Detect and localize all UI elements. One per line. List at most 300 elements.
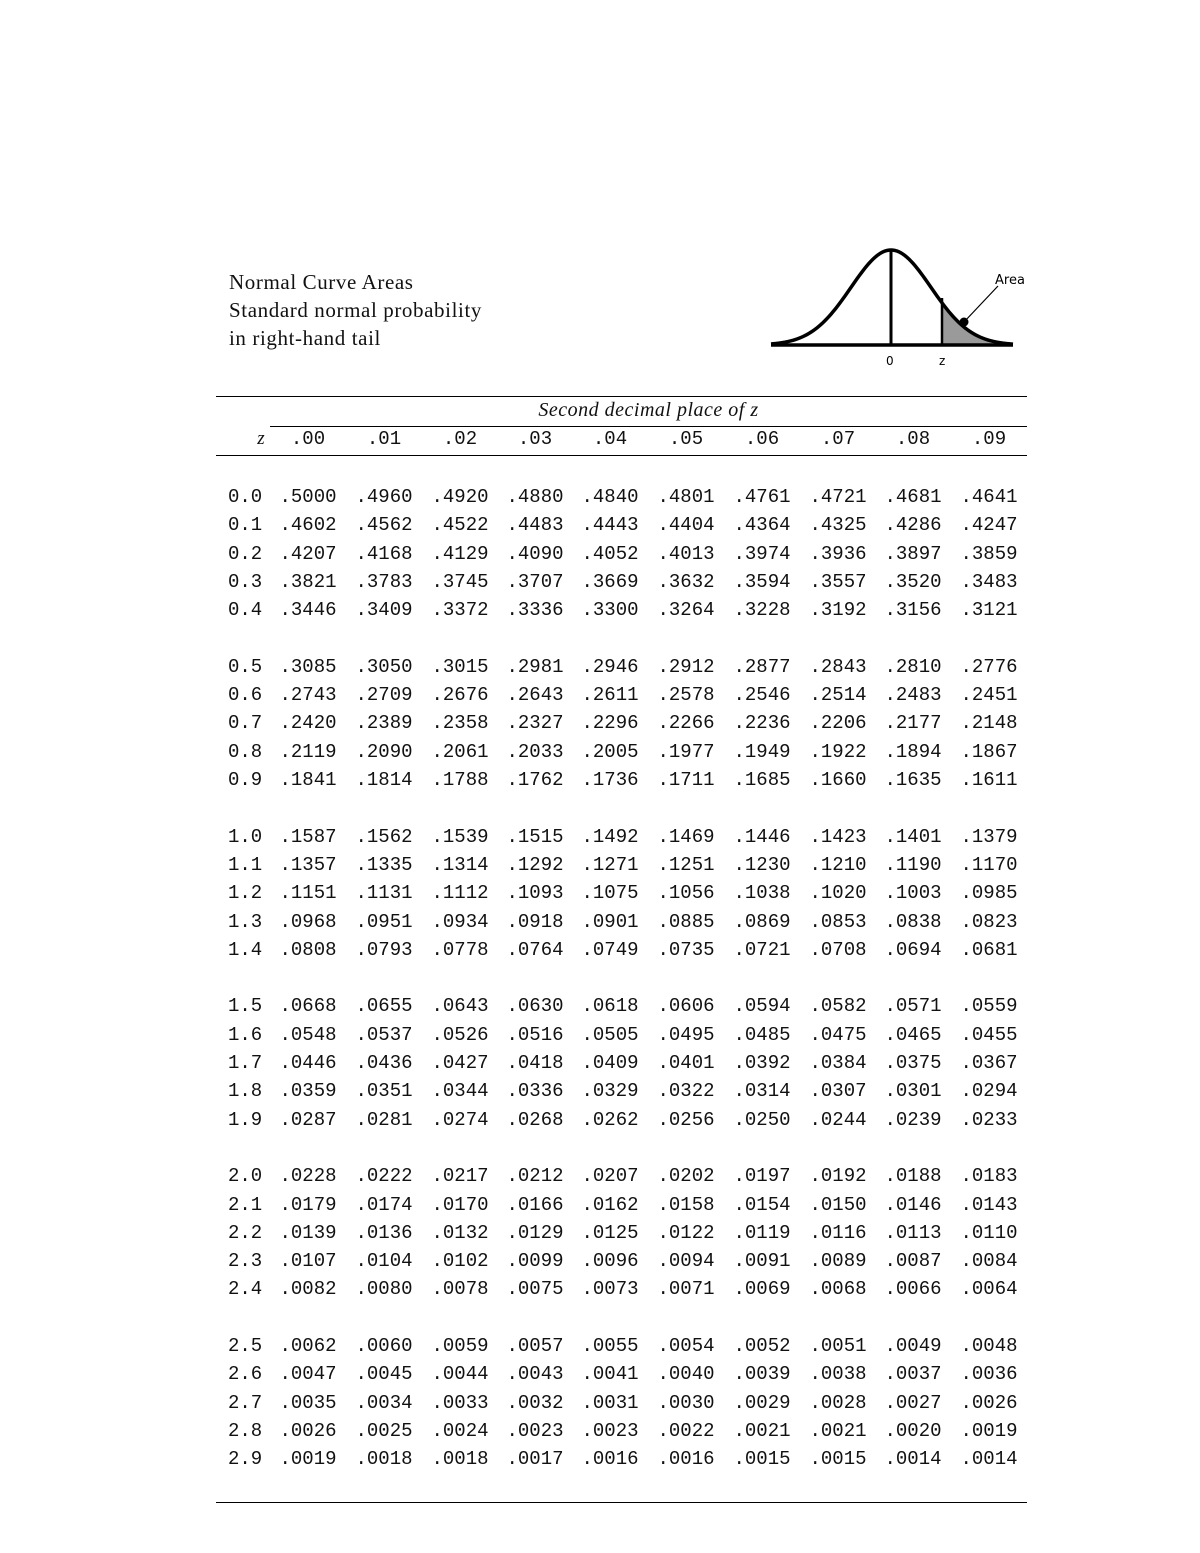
table-cell: .0091 (733, 1250, 791, 1273)
table-cell: .0668 (279, 995, 337, 1018)
table-cell: .0102 (431, 1250, 489, 1273)
table-cell: .2483 (884, 684, 942, 707)
table-cell: .0113 (884, 1221, 942, 1244)
table-cell: .4325 (809, 514, 867, 537)
table-cell: .0314 (733, 1080, 791, 1103)
table-cell: .0179 (279, 1193, 337, 1216)
table-cell: .0023 (506, 1419, 564, 1442)
table-cell: .0033 (431, 1391, 489, 1414)
table-cell: .1949 (733, 740, 791, 763)
table-cell: .4761 (733, 486, 791, 508)
table-cell: .0025 (355, 1419, 413, 1442)
table-cell: .3156 (884, 599, 942, 622)
row-z-value: 0.5 (228, 655, 263, 678)
table-cell: .3015 (431, 655, 489, 678)
header-bottom-rule (216, 455, 1027, 456)
row-z-value: 0.2 (228, 542, 263, 565)
table-cell: .0170 (431, 1193, 489, 1216)
table-cell: .0465 (884, 1023, 942, 1046)
table-cell: .0681 (960, 938, 1018, 961)
table-cell: .0037 (884, 1363, 942, 1386)
table-cell: .4801 (657, 486, 715, 508)
row-z-value: 0.9 (228, 769, 263, 791)
table-cell: .0018 (355, 1448, 413, 1471)
table-cell: .2981 (506, 655, 564, 678)
table-cell: .0139 (279, 1221, 337, 1244)
table-cell: .0059 (431, 1335, 489, 1357)
table-cell: .3520 (884, 570, 942, 593)
header-caption: Second decimal place of z (538, 399, 759, 421)
table-cell: .0030 (657, 1391, 715, 1414)
row-z-value: 1.4 (228, 938, 263, 961)
table-cell: .0017 (506, 1448, 564, 1471)
table-cell: .0384 (809, 1052, 867, 1074)
table-cell: .0023 (581, 1419, 639, 1442)
table-cell: .4920 (431, 486, 489, 508)
z-label: z (939, 354, 946, 368)
row-z-value: 0.1 (228, 514, 263, 537)
table-cell: .0036 (960, 1363, 1018, 1386)
table-cell: .1003 (884, 882, 942, 905)
table-cell: .2005 (581, 740, 639, 763)
table-cell: .2119 (279, 740, 337, 763)
table-cell: .0055 (581, 1335, 639, 1357)
table-cell: .0934 (431, 910, 489, 933)
table-cell: .0019 (279, 1448, 337, 1471)
table-cell: .0026 (279, 1419, 337, 1442)
table-cell: .0655 (355, 995, 413, 1018)
table-cell: .0228 (279, 1165, 337, 1188)
table-cell: .0951 (355, 910, 413, 933)
table-cell: .1711 (657, 769, 715, 791)
table-cell: .2358 (431, 712, 489, 735)
table-cell: .0045 (355, 1363, 413, 1386)
table-cell: .2912 (657, 655, 715, 678)
table-cell: .4364 (733, 514, 791, 537)
table-cell: .4681 (884, 486, 942, 508)
table-cell: .0197 (733, 1165, 791, 1188)
table-cell: .0104 (355, 1250, 413, 1273)
table-cell: .1685 (733, 769, 791, 791)
row-z-value: 2.8 (228, 1419, 263, 1442)
table-cell: .1151 (279, 882, 337, 905)
table-cell: .0080 (355, 1278, 413, 1301)
table-cell: .2877 (733, 655, 791, 678)
table-cell: .0024 (431, 1419, 489, 1442)
table-cell: .4129 (431, 542, 489, 565)
table-cell: .1611 (960, 769, 1018, 791)
table-cell: .0089 (809, 1250, 867, 1273)
table-cell: .0985 (960, 882, 1018, 905)
table-cell: .0125 (581, 1221, 639, 1244)
table-cell: .0028 (809, 1391, 867, 1414)
table-cell: .4052 (581, 542, 639, 565)
column-header: .05 (668, 428, 704, 450)
table-cell: .0044 (431, 1363, 489, 1386)
table-cell: .4602 (279, 514, 337, 537)
table-cell: .0336 (506, 1080, 564, 1103)
table-cell: .0099 (506, 1250, 564, 1273)
table-cell: .0183 (960, 1165, 1018, 1188)
table-cell: .0778 (431, 938, 489, 961)
table-cell: .2776 (960, 655, 1018, 678)
table-cell: .3483 (960, 570, 1018, 593)
table-cell: .0022 (657, 1419, 715, 1442)
table-cell: .1515 (506, 825, 564, 848)
table-cell: .0823 (960, 910, 1018, 933)
title-line-3: in right-hand tail (229, 326, 381, 350)
row-z-value: 2.2 (228, 1221, 263, 1244)
table-cell: .3121 (960, 599, 1018, 622)
table-cell: .0495 (657, 1023, 715, 1046)
table-cell: .2611 (581, 684, 639, 707)
table-cell: .3336 (506, 599, 564, 622)
table-cell: .1762 (506, 769, 564, 791)
row-z-value: 2.7 (228, 1391, 263, 1414)
header-sub-rule (270, 426, 1027, 427)
table-cell: .0217 (431, 1165, 489, 1188)
table-cell: .0618 (581, 995, 639, 1018)
table-cell: .0202 (657, 1165, 715, 1188)
column-header: .01 (366, 428, 402, 450)
table-cell: .0064 (960, 1278, 1018, 1301)
row-z-value: 1.6 (228, 1023, 263, 1046)
table-cell: .4247 (960, 514, 1018, 537)
table-cell: .2033 (506, 740, 564, 763)
table-cell: .4721 (809, 486, 867, 508)
table-cell: .0735 (657, 938, 715, 961)
table-cell: .3669 (581, 570, 639, 593)
table-cell: .2514 (809, 684, 867, 707)
table-cell: .2266 (657, 712, 715, 735)
table-cell: .0559 (960, 995, 1018, 1018)
table-cell: .0075 (506, 1278, 564, 1301)
table-cell: .0367 (960, 1052, 1018, 1074)
table-cell: .3557 (809, 570, 867, 593)
table-cell: .1314 (431, 853, 489, 876)
column-header: .06 (744, 428, 780, 450)
table-cell: .0244 (809, 1108, 867, 1131)
table-cell: .1469 (657, 825, 715, 848)
row-z-value: 1.1 (228, 853, 263, 876)
row-z-value: 2.3 (228, 1250, 263, 1273)
row-z-value: 1.7 (228, 1052, 263, 1074)
table-cell: .0019 (960, 1419, 1018, 1442)
table-cell: .2946 (581, 655, 639, 678)
table-cell: .2148 (960, 712, 1018, 735)
table-cell: .0630 (506, 995, 564, 1018)
table-cell: .1251 (657, 853, 715, 876)
table-cell: .1131 (355, 882, 413, 905)
table-title (229, 268, 482, 352)
table-cell: .0409 (581, 1052, 639, 1074)
table-cell: .0158 (657, 1193, 715, 1216)
tail-area-shade (942, 303, 1013, 345)
table-cell: .0571 (884, 995, 942, 1018)
table-cell: .1075 (581, 882, 639, 905)
table-cell: .0018 (431, 1448, 489, 1471)
table-cell: .0066 (884, 1278, 942, 1301)
table-cell: .2236 (733, 712, 791, 735)
table-cell: .0031 (581, 1391, 639, 1414)
table-cell: .0721 (733, 938, 791, 961)
table-cell: .0401 (657, 1052, 715, 1074)
table-cell: .0287 (279, 1108, 337, 1131)
table-cell: .0322 (657, 1080, 715, 1103)
table-cell: .0060 (355, 1335, 413, 1357)
table-cell: .0606 (657, 995, 715, 1018)
table-cell: .0250 (733, 1108, 791, 1131)
table-cell: .0034 (355, 1391, 413, 1414)
table-cell: .0174 (355, 1193, 413, 1216)
table-cell: .4880 (506, 486, 564, 508)
table-cell: .0032 (506, 1391, 564, 1414)
column-header: .04 (592, 428, 628, 450)
table-cell: .2743 (279, 684, 337, 707)
table-cell: .4483 (506, 514, 564, 537)
table-cell: .0084 (960, 1250, 1018, 1273)
table-cell: .0051 (809, 1335, 867, 1357)
table-cell: .3707 (506, 570, 564, 593)
table-cell: .4443 (581, 514, 639, 537)
table-cell: .0455 (960, 1023, 1018, 1046)
table-cell: .3821 (279, 570, 337, 593)
table-cell: .0548 (279, 1023, 337, 1046)
table-cell: .0239 (884, 1108, 942, 1131)
area-pointer-line (964, 286, 998, 322)
table-cell: .2327 (506, 712, 564, 735)
table-cell: .0116 (809, 1221, 867, 1244)
z-column-header: z (257, 428, 265, 449)
table-cell: .0418 (506, 1052, 564, 1074)
table-cell: .3372 (431, 599, 489, 622)
table-cell: .0516 (506, 1023, 564, 1046)
column-header: .00 (290, 428, 326, 450)
table-cell: .0035 (279, 1391, 337, 1414)
table-cell: .2206 (809, 712, 867, 735)
row-z-value: 2.9 (228, 1448, 263, 1471)
table-cell: .0026 (960, 1391, 1018, 1414)
table-cell: .0029 (733, 1391, 791, 1414)
table-cell: .0129 (506, 1221, 564, 1244)
table-cell: .0475 (809, 1023, 867, 1046)
table-cell: .0071 (657, 1278, 715, 1301)
table-cell: .0918 (506, 910, 564, 933)
table-cell: .0885 (657, 910, 715, 933)
table-cell: .0043 (506, 1363, 564, 1386)
table-top-rule (216, 396, 1027, 397)
table-cell: .1112 (431, 882, 489, 905)
table-cell: .1038 (733, 882, 791, 905)
column-header: .08 (895, 428, 931, 450)
table-cell: .0150 (809, 1193, 867, 1216)
table-cell: .2296 (581, 712, 639, 735)
table-cell: .0329 (581, 1080, 639, 1103)
table-cell: .0268 (506, 1108, 564, 1131)
table-cell: .5000 (279, 486, 337, 508)
table-cell: .0146 (884, 1193, 942, 1216)
table-cell: .1210 (809, 853, 867, 876)
table-cell: .3974 (733, 542, 791, 565)
table-cell: .0132 (431, 1221, 489, 1244)
column-header: .09 (971, 428, 1007, 450)
table-cell: .4840 (581, 486, 639, 508)
normal-curve-figure (766, 240, 1031, 375)
table-cell: .0020 (884, 1419, 942, 1442)
table-cell: .1292 (506, 853, 564, 876)
table-cell: .2843 (809, 655, 867, 678)
table-cell: .0039 (733, 1363, 791, 1386)
table-cell: .1814 (355, 769, 413, 791)
table-bottom-rule (216, 1502, 1027, 1503)
table-cell: .0068 (809, 1278, 867, 1301)
table-cell: .0838 (884, 910, 942, 933)
row-z-value: 0.6 (228, 684, 263, 707)
table-cell: .0054 (657, 1335, 715, 1357)
table-cell: .0015 (809, 1448, 867, 1471)
table-cell: .1230 (733, 853, 791, 876)
table-cell: .3783 (355, 570, 413, 593)
table-cell: .0016 (657, 1448, 715, 1471)
table-cell: .0136 (355, 1221, 413, 1244)
row-z-value: 1.9 (228, 1108, 263, 1131)
table-cell: .2709 (355, 684, 413, 707)
table-cell: .0485 (733, 1023, 791, 1046)
table-cell: .3632 (657, 570, 715, 593)
table-cell: .1446 (733, 825, 791, 848)
table-cell: .0301 (884, 1080, 942, 1103)
table-cell: .1093 (506, 882, 564, 905)
table-cell: .0869 (733, 910, 791, 933)
table-cell: .0062 (279, 1335, 337, 1357)
table-cell: .1841 (279, 769, 337, 791)
table-cell: .0307 (809, 1080, 867, 1103)
table-cell: .1357 (279, 853, 337, 876)
table-cell: .2420 (279, 712, 337, 735)
table-cell: .0446 (279, 1052, 337, 1074)
table-cell: .0436 (355, 1052, 413, 1074)
table-cell: .1736 (581, 769, 639, 791)
table-cell: .0749 (581, 938, 639, 961)
row-z-value: 0.3 (228, 570, 263, 593)
table-cell: .0256 (657, 1108, 715, 1131)
table-cell: .4286 (884, 514, 942, 537)
table-cell: .2676 (431, 684, 489, 707)
table-cell: .0014 (960, 1448, 1018, 1471)
table-cell: .0643 (431, 995, 489, 1018)
table-cell: .3936 (809, 542, 867, 565)
table-cell: .0052 (733, 1335, 791, 1357)
table-cell: .1335 (355, 853, 413, 876)
table-cell: .4404 (657, 514, 715, 537)
table-cell: .3446 (279, 599, 337, 622)
table-cell: .0594 (733, 995, 791, 1018)
table-cell: .1587 (279, 825, 337, 848)
table-cell: .4641 (960, 486, 1018, 508)
table-cell: .1894 (884, 740, 942, 763)
table-cell: .0014 (884, 1448, 942, 1471)
table-cell: .0222 (355, 1165, 413, 1188)
table-cell: .1401 (884, 825, 942, 848)
table-cell: .3594 (733, 570, 791, 593)
table-cell: .1271 (581, 853, 639, 876)
table-cell: .0212 (506, 1165, 564, 1188)
table-cell: .1788 (431, 769, 489, 791)
table-cell: .1635 (884, 769, 942, 791)
row-z-value: 2.5 (228, 1335, 263, 1357)
row-z-value: 1.5 (228, 995, 263, 1018)
table-cell: .0119 (733, 1221, 791, 1244)
table-cell: .1056 (657, 882, 715, 905)
row-z-value: 1.3 (228, 910, 263, 933)
table-cell: .0162 (581, 1193, 639, 1216)
table-cell: .0233 (960, 1108, 1018, 1131)
table-cell: .0188 (884, 1165, 942, 1188)
table-cell: .0049 (884, 1335, 942, 1357)
table-cell: .3409 (355, 599, 413, 622)
table-cell: .0262 (581, 1108, 639, 1131)
area-label: Area (995, 273, 1025, 288)
table-cell: .0392 (733, 1052, 791, 1074)
row-z-value: 0.8 (228, 740, 263, 763)
row-z-value: 1.2 (228, 882, 263, 905)
table-cell: .0537 (355, 1023, 413, 1046)
table-cell: .2451 (960, 684, 1018, 707)
table-cell: .4090 (506, 542, 564, 565)
table-cell: .2090 (355, 740, 413, 763)
table-cell: .0294 (960, 1080, 1018, 1103)
row-z-value: 2.6 (228, 1363, 263, 1386)
table-cell: .2177 (884, 712, 942, 735)
table-cell: .0015 (733, 1448, 791, 1471)
row-z-value: 0.4 (228, 599, 263, 622)
table-cell: .1562 (355, 825, 413, 848)
table-cell: .3300 (581, 599, 639, 622)
table-cell: .0040 (657, 1363, 715, 1386)
table-cell: .0968 (279, 910, 337, 933)
area-pointer-dot (960, 318, 969, 327)
table-cell: .1170 (960, 853, 1018, 876)
table-cell: .1867 (960, 740, 1018, 763)
table-cell: .0359 (279, 1080, 337, 1103)
column-header: .07 (820, 428, 856, 450)
table-cell: .0808 (279, 938, 337, 961)
table-cell: .1539 (431, 825, 489, 848)
table-cell: .0048 (960, 1335, 1018, 1357)
table-cell: .0069 (733, 1278, 791, 1301)
table-cell: .1020 (809, 882, 867, 905)
row-z-value: 1.8 (228, 1080, 263, 1103)
table-cell: .0344 (431, 1080, 489, 1103)
table-cell: .1492 (581, 825, 639, 848)
table-cell: .0375 (884, 1052, 942, 1074)
table-cell: .2546 (733, 684, 791, 707)
table-cell: .0526 (431, 1023, 489, 1046)
table-cell: .1922 (809, 740, 867, 763)
table-cell: .0021 (809, 1419, 867, 1442)
table-cell: .0207 (581, 1165, 639, 1188)
table-cell: .0764 (506, 938, 564, 961)
zero-label: 0 (886, 354, 894, 368)
table-cell: .4960 (355, 486, 413, 508)
row-z-value: 2.4 (228, 1278, 263, 1301)
table-cell: .1423 (809, 825, 867, 848)
table-cell: .1660 (809, 769, 867, 791)
table-cell: .4207 (279, 542, 337, 565)
table-cell: .3192 (809, 599, 867, 622)
table-cell: .0708 (809, 938, 867, 961)
table-cell: .4522 (431, 514, 489, 537)
